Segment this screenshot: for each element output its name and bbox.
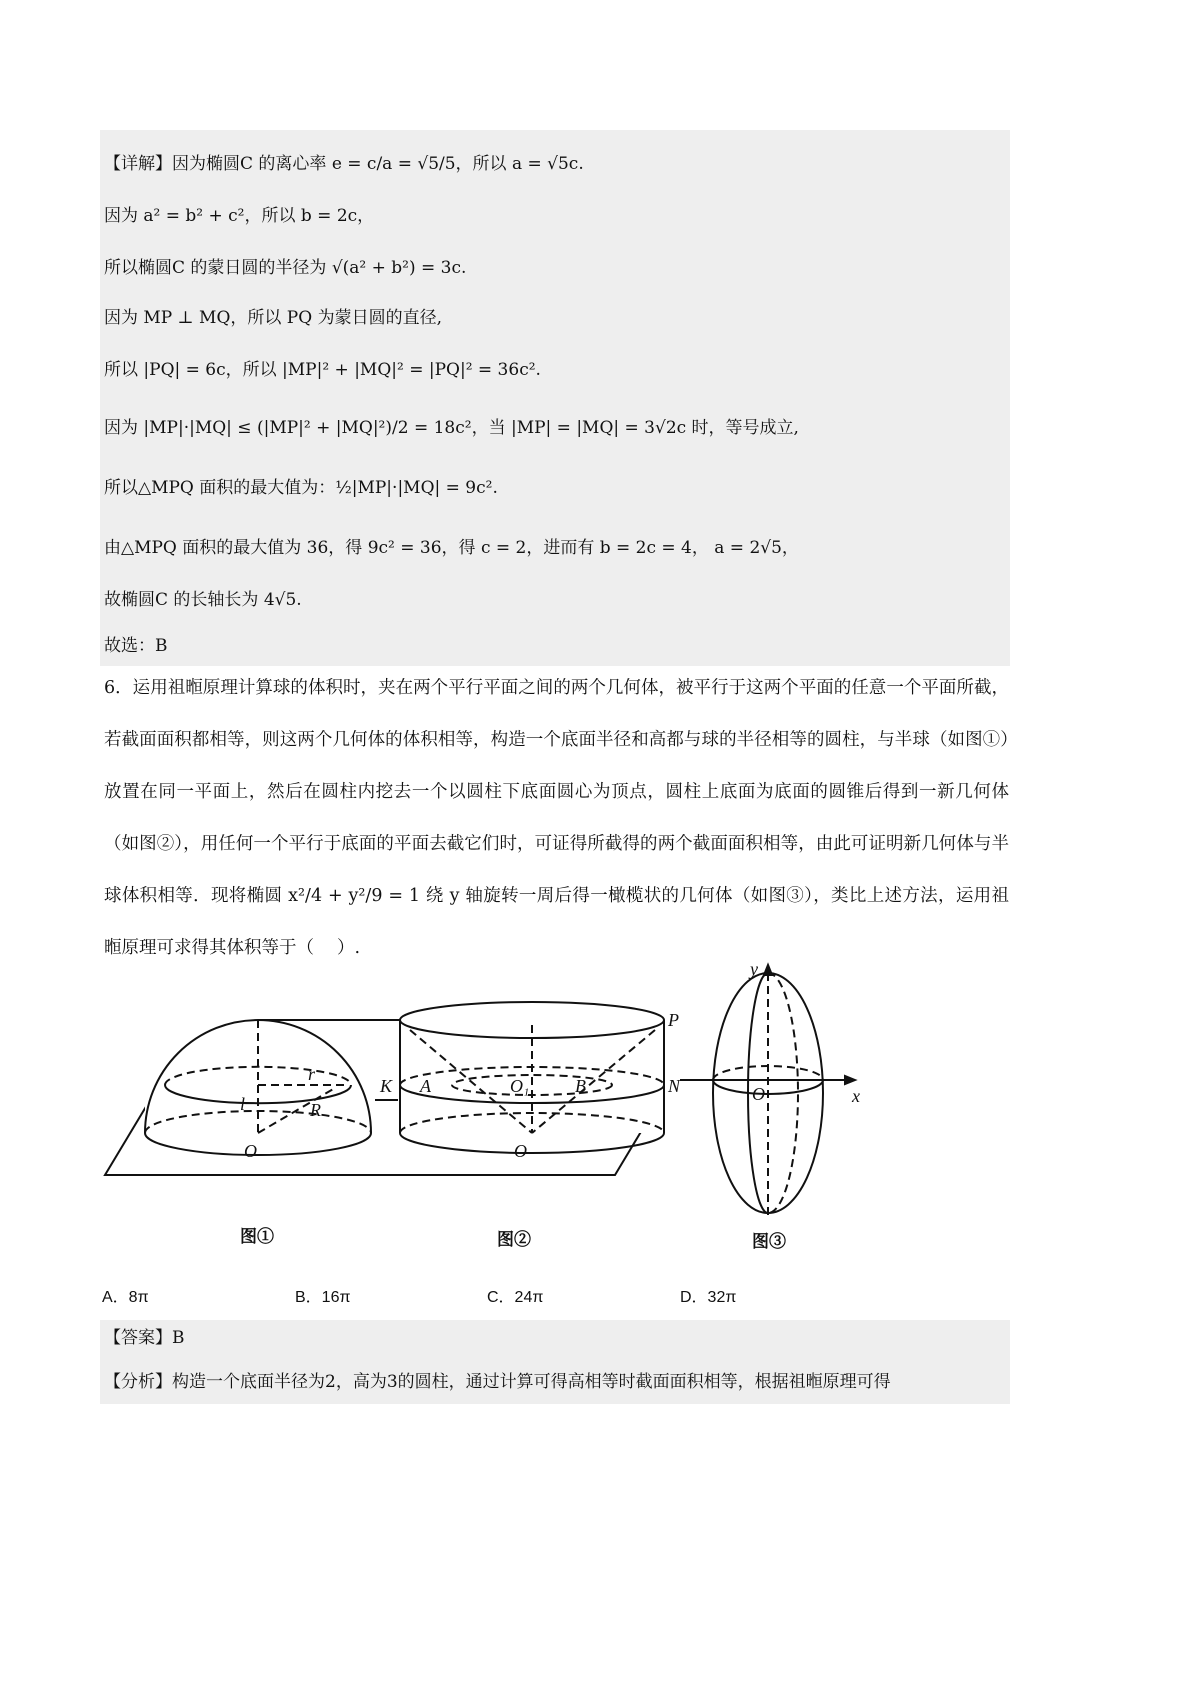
solution-line: 由△MPQ 面积的最大值为 36，得 9c² = 36，得 c = 2，进而有 b = 2c = 4， a = 2√5，	[104, 538, 799, 558]
label-O-prime: O	[514, 1141, 527, 1161]
option-c: C．24π	[487, 1289, 544, 1306]
label-O-origin: O	[752, 1084, 765, 1104]
solution-line: 故选：B	[104, 636, 168, 656]
label-R: R	[310, 1100, 321, 1120]
label-B: B	[575, 1076, 586, 1096]
solution-line: 因为 |MP|·|MQ| ≤ (|MP|² + |MQ|²)/2 = 18c²，当 |MP| = |MQ| = 3√2c 时，等号成立,	[104, 418, 799, 438]
label-A: A	[420, 1076, 431, 1096]
label-K: K	[380, 1076, 393, 1096]
solution-line: 故椭圆C 的长轴长为 4√5.	[104, 590, 302, 610]
figure-3-ellipsoid	[680, 965, 855, 1215]
label-l: l	[240, 1094, 246, 1114]
label-P: P	[668, 1010, 679, 1030]
solution-line: 因为 MP ⊥ MQ，所以 PQ 为蒙日圆的直径,	[104, 308, 442, 328]
solution-line: 【详解】因为椭圆C 的离心率 e = c/a = √5/5，所以 a = √5c.	[104, 154, 584, 174]
solution-line: 所以 |PQ| = 6c，所以 |MP|² + |MQ|² = |PQ|² = 36c².	[104, 360, 541, 380]
option-a: A．8π	[102, 1289, 149, 1306]
label-y: y	[750, 959, 758, 979]
label-x: x	[852, 1086, 860, 1106]
question-text: 6．运用祖暅原理计算球的体积时，夹在两个平行平面之间的两个几何体，被平行于这两个平面的任意一个平面所截，若截面面积都相等，则这两个几何体的体积相等，构造一个底面半径和高都与球的半径相等的圆柱，与半球（如图①）放置在同一平面上，然后在圆柱内挖去一个以圆柱下底面圆心为顶点，圆柱上底面为底面的圆锥后得到一新几何体（如图②），用任何一个平行于底面的平面去截它们时，可证得所截得的两个截面面积相等，由此可证明新几何体与半球体积相等．现将椭圆 x²/4 + y²/9 = 1 绕 y 轴旋转一周后得一橄榄状的几何体（如图③），类比上述方法，运用祖暅原理可求得其体积等于（ ）.	[104, 678, 1009, 958]
label-r: r	[308, 1064, 316, 1084]
figure-caption-1: 图①	[240, 1227, 274, 1247]
solution-line: 所以椭圆C 的蒙日圆的半径为 √(a² + b²) = 3c.	[104, 258, 467, 278]
analysis-line: 【分析】构造一个底面半径为2，高为3的圆柱，通过计算可得高相等时截面面积相等，根据祖暅原理可得	[104, 1372, 891, 1392]
option-b: B．16π	[295, 1289, 351, 1306]
label-N: N	[668, 1076, 681, 1096]
figure-caption-2: 图②	[497, 1230, 531, 1250]
label-O: O	[244, 1141, 257, 1161]
figure-2-cylinder	[400, 1002, 665, 1153]
option-d: D．32π	[680, 1289, 737, 1306]
solution-line: 因为 a² = b² + c²，所以 b = 2c，	[104, 206, 375, 226]
solution-line: 所以△MPQ 面积的最大值为：½|MP|·|MQ| = 9c².	[104, 478, 498, 498]
answer-line: 【答案】B	[104, 1328, 185, 1348]
label-O1: O₁	[510, 1076, 530, 1096]
figure-caption-3: 图③	[752, 1232, 786, 1252]
